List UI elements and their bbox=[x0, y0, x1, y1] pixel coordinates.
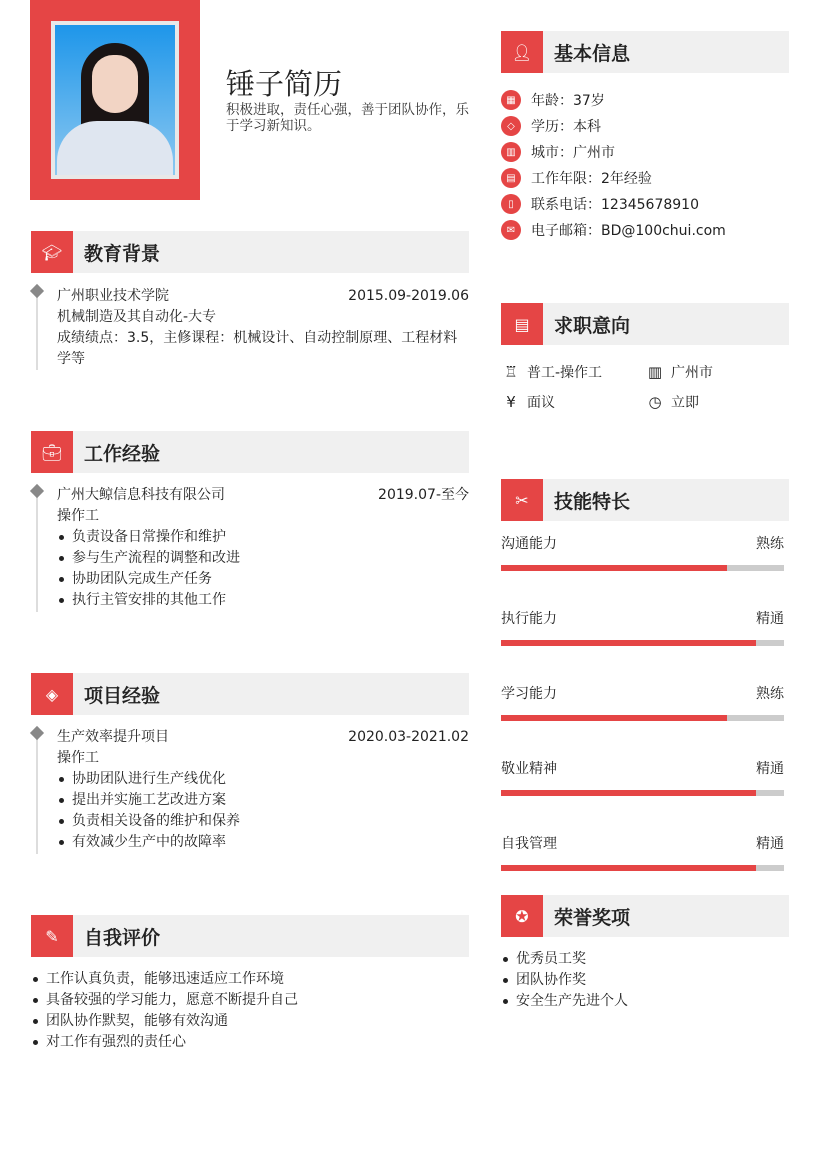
graduation-cap-icon: 🎓︎ bbox=[31, 231, 73, 273]
skill-name: 学习能力 bbox=[501, 686, 557, 702]
building-icon: ▥ bbox=[501, 142, 521, 162]
list-item: 协助团队进行生产线优化 bbox=[57, 769, 469, 790]
major: 机械制造及其自动化-大专 bbox=[57, 309, 217, 325]
school: 广州职业技术学院 bbox=[57, 288, 169, 304]
building-icon: ▥ bbox=[647, 363, 663, 381]
resume-name: 锤子简历 bbox=[226, 67, 343, 101]
honors-list bbox=[501, 949, 789, 1012]
self-evaluation-list bbox=[31, 969, 469, 1053]
basic-info-list bbox=[501, 87, 789, 243]
company: 广州大鲸信息科技有限公司 bbox=[57, 487, 225, 503]
education-detail: 成绩绩点：3.5，主修课程：机械设计、自动控制原理、工程材料学等 bbox=[57, 330, 458, 367]
skill-bar-fill bbox=[501, 715, 727, 721]
clock-icon: ◷ bbox=[648, 393, 662, 411]
info-text: 年龄：37岁 bbox=[531, 93, 605, 109]
list-item: 团队协作默契，能够有效沟通 bbox=[31, 1011, 469, 1032]
list-item: 负责设备日常操作和维护 bbox=[57, 527, 469, 548]
info-text: 电子邮箱：BD@100chui.com bbox=[531, 223, 726, 239]
clipboard-icon: ▤ bbox=[501, 303, 543, 345]
calendar-icon: ▦ bbox=[501, 90, 521, 110]
skill-bar-fill bbox=[501, 790, 756, 796]
info-city bbox=[501, 139, 789, 165]
graduation-icon: ◇ bbox=[501, 116, 521, 136]
list-item: 安全生产先进个人 bbox=[501, 991, 789, 1012]
skill-name: 敬业精神 bbox=[501, 761, 557, 777]
date: 2015.09-2019.06 bbox=[348, 288, 469, 304]
section-basic-info bbox=[501, 31, 789, 73]
role: 操作工 bbox=[57, 750, 99, 766]
skill-item bbox=[501, 834, 784, 871]
skill-item bbox=[501, 534, 784, 571]
section-title: 教育背景 bbox=[84, 242, 161, 265]
project-entry bbox=[57, 727, 469, 853]
timeline bbox=[36, 732, 38, 854]
education-entry bbox=[57, 286, 469, 370]
skill-bar-fill bbox=[501, 565, 727, 571]
skill-bar-fill bbox=[501, 640, 756, 646]
info-text: 城市：广州市 bbox=[531, 145, 615, 161]
skill-level: 熟练 bbox=[756, 686, 784, 702]
role: 操作工 bbox=[57, 508, 99, 524]
skill-name: 执行能力 bbox=[501, 611, 557, 627]
section-self-evaluation bbox=[31, 915, 469, 957]
list-item: 优秀员工奖 bbox=[501, 949, 789, 970]
phone-icon: ▯ bbox=[501, 194, 521, 214]
skill-bar bbox=[501, 715, 784, 721]
mail-icon: ✉ bbox=[501, 220, 521, 240]
skill-level: 精通 bbox=[756, 836, 784, 852]
clipboard-icon: ▤ bbox=[501, 168, 521, 188]
section-title: 基本信息 bbox=[554, 42, 631, 65]
timeline bbox=[36, 290, 38, 370]
tie-icon: ♖ bbox=[504, 363, 518, 381]
skill-bar bbox=[501, 565, 784, 571]
info-experience bbox=[501, 165, 789, 191]
section-title: 自我评价 bbox=[84, 926, 161, 949]
skill-item bbox=[501, 609, 784, 646]
section-project bbox=[31, 673, 469, 715]
profile-photo bbox=[51, 21, 179, 179]
list-item: 协助团队完成生产任务 bbox=[57, 569, 469, 590]
info-text: 工作年限：2年经验 bbox=[531, 171, 652, 187]
info-phone bbox=[501, 191, 789, 217]
skill-bar bbox=[501, 640, 784, 646]
section-title: 荣誉奖项 bbox=[554, 906, 631, 929]
info-text: 联系电话：12345678910 bbox=[531, 197, 699, 213]
intent-start: 立即 bbox=[671, 395, 699, 411]
timeline bbox=[36, 490, 38, 612]
project-name: 生产效率提升项目 bbox=[57, 729, 169, 745]
skill-level: 精通 bbox=[756, 611, 784, 627]
work-entry bbox=[57, 485, 469, 611]
skill-item bbox=[501, 759, 784, 796]
skill-bar bbox=[501, 790, 784, 796]
skill-bar bbox=[501, 865, 784, 871]
date: 2020.03-2021.02 bbox=[348, 729, 469, 745]
info-email bbox=[501, 217, 789, 243]
list-item: 工作认真负责，能够迅速适应工作环境 bbox=[31, 969, 469, 990]
layers-icon: ◈ bbox=[31, 673, 73, 715]
user-edit-icon: ✎ bbox=[31, 915, 73, 957]
intent-job: 普工-操作工 bbox=[527, 365, 603, 381]
intent-col-1 bbox=[501, 357, 645, 417]
list-item: 对工作有强烈的责任心 bbox=[31, 1032, 469, 1053]
list-item: 有效减少生产中的故障率 bbox=[57, 832, 469, 853]
section-title: 技能特长 bbox=[554, 490, 631, 513]
date: 2019.07-至今 bbox=[378, 487, 469, 503]
intent-city: 广州市 bbox=[671, 365, 713, 381]
section-job-intent bbox=[501, 303, 789, 345]
info-age bbox=[501, 87, 789, 113]
user-card-icon: 👤︎ bbox=[501, 31, 543, 73]
section-honors bbox=[501, 895, 789, 937]
section-work bbox=[31, 431, 469, 473]
list-item: 提出并实施工艺改进方案 bbox=[57, 790, 469, 811]
intent-col-2 bbox=[645, 357, 789, 417]
tools-icon: ✂ bbox=[501, 479, 543, 521]
list-item: 参与生产流程的调整和改进 bbox=[57, 548, 469, 569]
list-item: 执行主管安排的其他工作 bbox=[57, 590, 469, 611]
section-skills bbox=[501, 479, 789, 521]
resume-motto: 积极进取，责任心强，善于团队协作，乐于学习新知识。 bbox=[226, 102, 469, 134]
skill-level: 熟练 bbox=[756, 536, 784, 552]
medal-icon: ✪ bbox=[501, 895, 543, 937]
skill-item bbox=[501, 684, 784, 721]
yen-icon: ¥ bbox=[506, 393, 516, 411]
intent-salary: 面议 bbox=[527, 395, 555, 411]
section-title: 项目经验 bbox=[84, 684, 161, 707]
skill-bar-fill bbox=[501, 865, 756, 871]
briefcase-icon: 💼︎ bbox=[31, 431, 73, 473]
skills-list bbox=[501, 534, 784, 909]
skill-level: 精通 bbox=[756, 761, 784, 777]
info-text: 学历：本科 bbox=[531, 119, 601, 135]
timeline-marker bbox=[30, 484, 44, 498]
list-item: 具备较强的学习能力，愿意不断提升自己 bbox=[31, 990, 469, 1011]
timeline-marker bbox=[30, 726, 44, 740]
list-item: 负责相关设备的维护和保养 bbox=[57, 811, 469, 832]
skill-name: 自我管理 bbox=[501, 836, 557, 852]
info-education bbox=[501, 113, 789, 139]
section-title: 工作经验 bbox=[84, 442, 161, 465]
list-item: 团队协作奖 bbox=[501, 970, 789, 991]
section-education bbox=[31, 231, 469, 273]
timeline-marker bbox=[30, 284, 44, 298]
skill-name: 沟通能力 bbox=[501, 536, 557, 552]
section-title: 求职意向 bbox=[554, 314, 631, 337]
